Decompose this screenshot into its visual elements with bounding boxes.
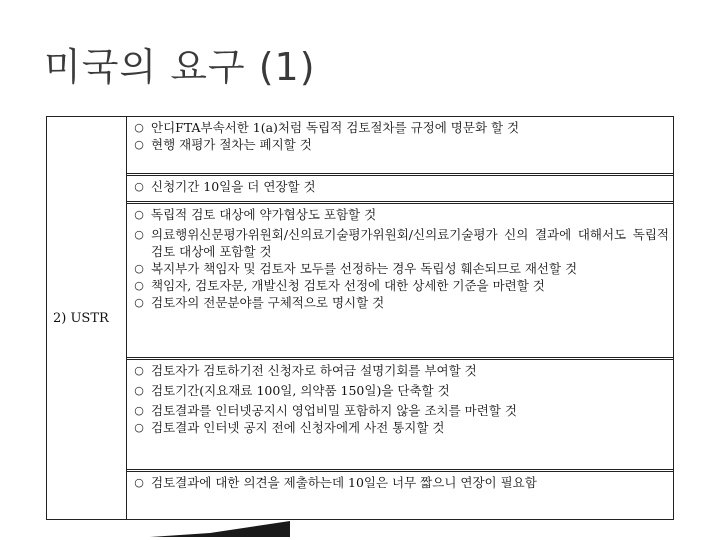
- bullet-icon: ○: [134, 138, 144, 151]
- requirement-item: [127, 362, 669, 379]
- requirement-text: 현행 재평가 절차는 폐지할 것: [151, 137, 312, 152]
- requirement-text: 검토자의 전문분야를 구체적으로 명시할 것: [151, 295, 385, 310]
- requirement-text: 검토결과 인터넷 공지 전에 신청자에게 사전 통지할 것: [151, 420, 445, 435]
- requirement-item: [127, 382, 669, 399]
- requirement-text: 검토기간(지요재료 100일, 의약품 150일)을 단축할 것: [151, 383, 450, 398]
- bullet-icon: ○: [134, 228, 144, 241]
- requirement-text: 독립적 검토 대상에 약가협상도 포함할 것: [151, 207, 377, 222]
- requirement-item: [127, 260, 669, 277]
- requirement-item: [127, 419, 669, 436]
- bullet-icon: ○: [134, 421, 144, 434]
- bullet-icon: ○: [134, 121, 144, 134]
- requirements-table: [46, 116, 674, 520]
- requirement-text: 신청기간 10일을 더 연장할 것: [151, 179, 316, 194]
- requirement-item: [127, 136, 669, 153]
- requirement-item: [127, 206, 669, 223]
- bullet-icon: ○: [134, 404, 144, 417]
- bullet-icon: ○: [134, 296, 144, 309]
- page-title: 미국의 요구 (1): [44, 45, 316, 89]
- requirement-text: 의료행위신문평가위원회/신의료기술평가위원회/신의료기술평가 신의 결과에 대해서도 독립적 검토 대상에 포함할 것: [151, 227, 669, 259]
- requirement-text: 검토결과를 인터넷공지시 영업비밀 포함하지 않을 조치를 마련할 것: [151, 403, 517, 418]
- requirement-text: 책임자, 검토자문, 개발신청 검토자 선정에 대한 상세한 기준을 마련할 것: [151, 278, 545, 293]
- bullet-icon: ○: [134, 384, 144, 397]
- bullet-icon: ○: [134, 262, 144, 275]
- requirement-group: [127, 469, 673, 515]
- requirement-text: 검토결과에 대한 의견을 제출하는데 10일은 너무 짧으니 연장이 필요함: [151, 475, 537, 490]
- requirement-group: [127, 117, 673, 173]
- requirement-item: [127, 277, 669, 294]
- bullet-icon: ○: [134, 180, 144, 193]
- requirement-group: [127, 357, 673, 469]
- requirement-item: [127, 178, 669, 195]
- bullet-icon: ○: [134, 208, 144, 221]
- requirement-item: [127, 226, 669, 260]
- bullet-icon: ○: [134, 476, 144, 489]
- requirement-item: [127, 474, 669, 491]
- decorative-swoosh: [150, 519, 290, 539]
- requirement-item: [127, 119, 669, 136]
- org-label: 2) USTR: [53, 311, 109, 326]
- requirement-item: [127, 294, 669, 311]
- bullet-icon: ○: [134, 279, 144, 292]
- requirement-group: [127, 201, 673, 357]
- requirement-text: 복지부가 책임자 및 검토자 모두를 선정하는 경우 독립성 훼손되므로 재선할 것: [151, 261, 578, 276]
- requirement-group: [127, 173, 673, 201]
- requirements-column: [127, 117, 673, 519]
- bullet-icon: ○: [134, 364, 144, 377]
- org-column: [47, 117, 127, 519]
- requirement-text: 안디FTA부속서한 1(a)처럼 독립적 검토절차를 규정에 명문화 할 것: [151, 120, 520, 135]
- requirement-item: [127, 402, 669, 419]
- requirement-text: 검토자가 검토하기전 신청자로 하여금 설명기회를 부여할 것: [151, 363, 477, 378]
